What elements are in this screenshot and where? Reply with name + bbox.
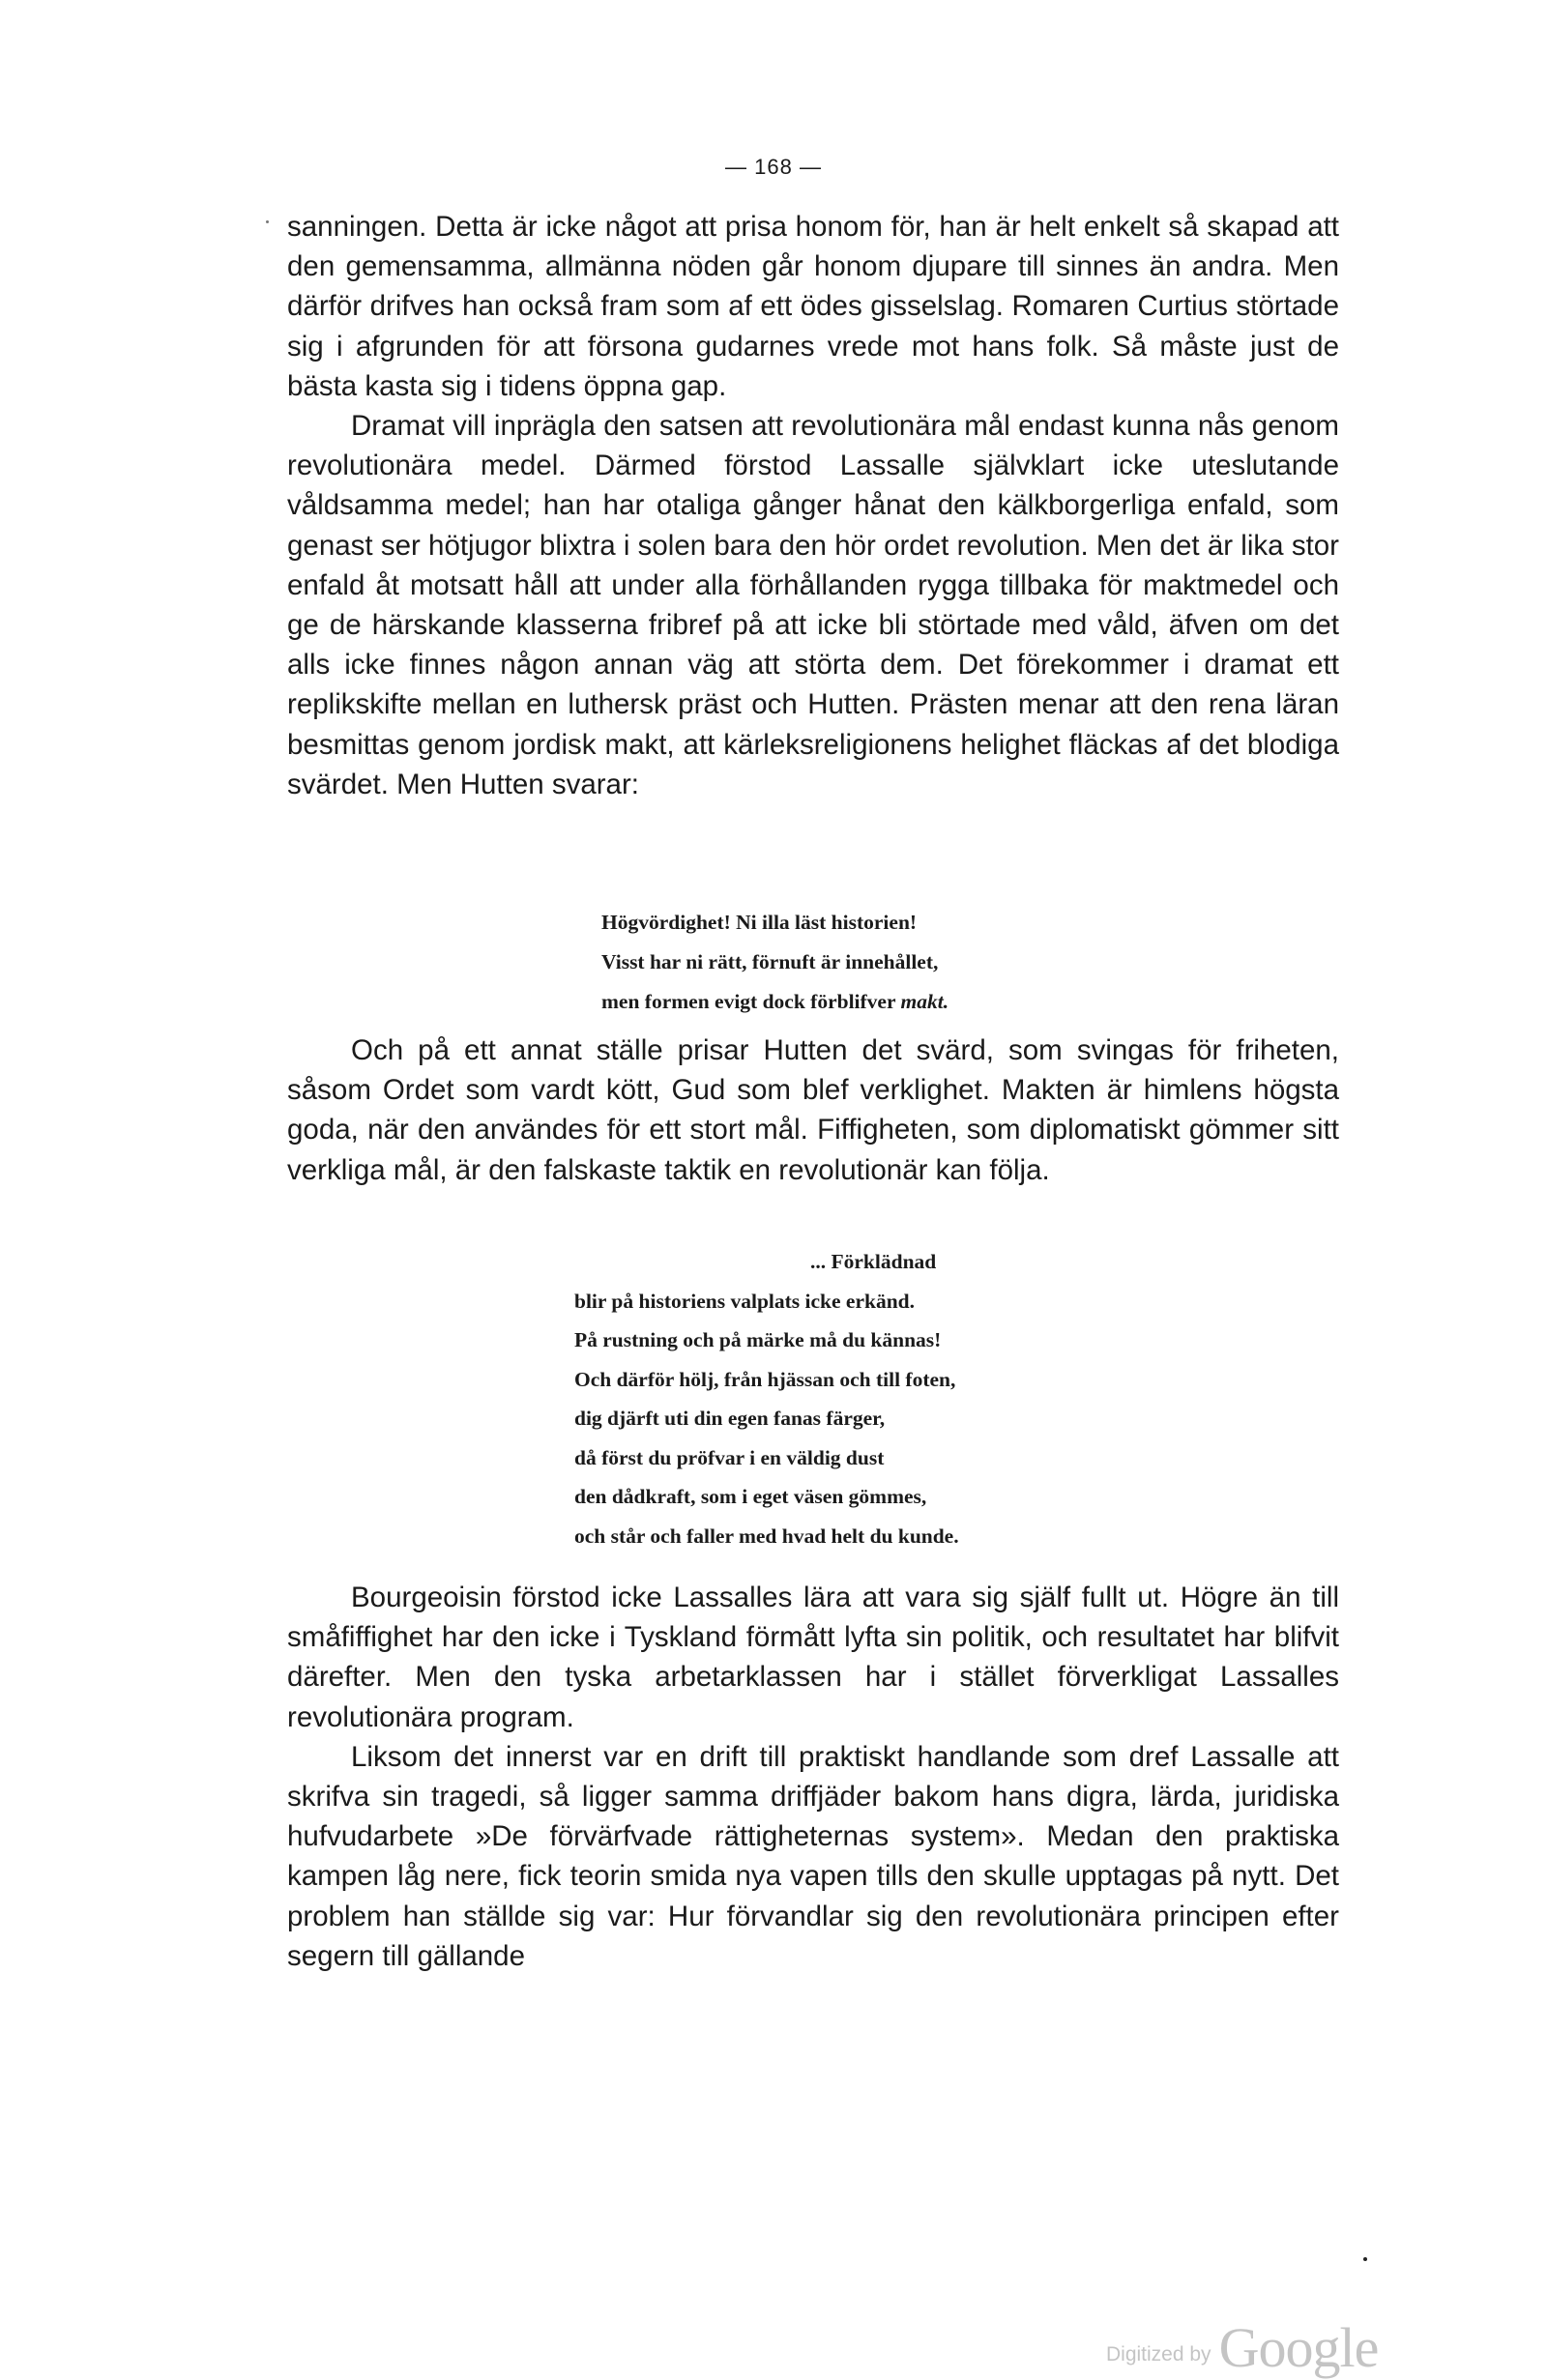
verse-emphasis: makt.: [900, 990, 949, 1013]
verse-line: På rustning och på märke må du kännas!: [574, 1328, 942, 1351]
print-speck: [1363, 2257, 1367, 2261]
page-number: — 168 —: [725, 155, 822, 179]
verse-line: den dådkraft, som i eget väsen gömmes,: [574, 1485, 927, 1508]
verse-line: Visst har ni rätt, förnuft är innehållet,: [601, 950, 939, 973]
verse-line: [601, 982, 949, 1022]
body-text-top: [287, 207, 1339, 804]
verse-quote-hutten: [601, 903, 949, 1022]
paragraph: Bourgeoisin förstod icke Lassalles lära att vara sig själf fullt ut. Högre än till småfiffighet har den icke i Tyskland förmått lyfta sin politik, och resultatet har blifvit därefter. Men den tyska arbetarklassen har i stället förverkligat Lassalles revolutionära program.: [287, 1582, 1339, 1733]
verse-line: och står och faller med hvad helt du kunde.: [574, 1524, 959, 1548]
verse-line: Och därför hölj, från hjässan och till foten,: [574, 1367, 956, 1391]
watermark-prefix: Digitized by: [1106, 2343, 1211, 2365]
paragraph: Liksom det innerst var en drift till praktiskt handlande som dref Lassalle att skrifva sin tragedi, så ligger samma driffjäder bakom hans digra, lärda, juridiska hufvudarbete »De förvärfvade rättigheternas system». Medan den praktiska kampen låg nere, fick teorin smida nya vapen tills den skulle upptagas på nytt. Det problem han ställde sig var: Hur förvandlar sig den revolutionära principen efter segern till gällande: [287, 1740, 1339, 1972]
body-text-middle: [287, 1030, 1339, 1190]
verse-line: blir på historiens valplats icke erkänd.: [574, 1289, 916, 1313]
verse-line: då först du pröfvar i en väldig dust: [574, 1445, 885, 1469]
digitized-watermark: [1106, 2315, 1378, 2380]
paragraph: Dramat vill inprägla den satsen att revolutionära mål endast kunna nås genom revolutionära medel. Därmed förstod Lassalle självklart icke uteslutande våldsamma medel; han har otaliga gånger hånat den kälkborgerliga enfald, som genast ser hötjugor blixtra i solen bara den hör ordet revolution. Men det är lika stor enfald åt motsatt håll att under alla förhållanden rygga tillbaka för maktmedel och ge de härskande klasserna fribref på att icke bli störtade med våld, äfven om det alls icke finnes någon annan väg att störta dem. Det förekommer i dramat ett replikskifte mellan en luthersk präst och Hutten. Prästen menar att den rena läran besmittas genom jordisk makt, att kärleksreligionens helighet fläckas af det blodiga svärdet. Men Hutten svarar:: [287, 410, 1339, 800]
print-speck: [266, 220, 269, 223]
verse-line: Högvördighet! Ni illa läst historien!: [601, 911, 918, 934]
paragraph: sanningen. Detta är icke något att prisa honom för, han är helt enkelt så skapad att den gemensamma, allmänna nöden går honom djupare till sinnes än andra. Men därför drifves han också fram som af ett ödes gisselslag. Romaren Curtius störtade sig i afgrunden för att försona gudarnes vrede mot hans folk. Så måste just de bästa kasta sig i tidens öppna gap.: [287, 211, 1339, 402]
body-text-bottom: [287, 1578, 1339, 1976]
verse-line: dig djärft uti din egen fanas färger,: [574, 1407, 886, 1430]
verse-line-text: men formen evigt dock förblifver: [601, 990, 901, 1013]
paragraph: Och på ett annat ställe prisar Hutten det svärd, som svingas för friheten, såsom Ordet som vardt kött, Gud som blef verklighet. Makten är himlens högsta goda, när den användes för ett stort mål. Fiffigheten, som diplomatiskt gömmer sitt verkliga mål, är den falskaste taktik en revolutionär kan följa.: [287, 1034, 1339, 1186]
verse-line: ... Förklädnad: [810, 1250, 937, 1273]
google-logo: Google: [1218, 2316, 1379, 2379]
verse-quote-forkladnad: [574, 1242, 959, 1555]
